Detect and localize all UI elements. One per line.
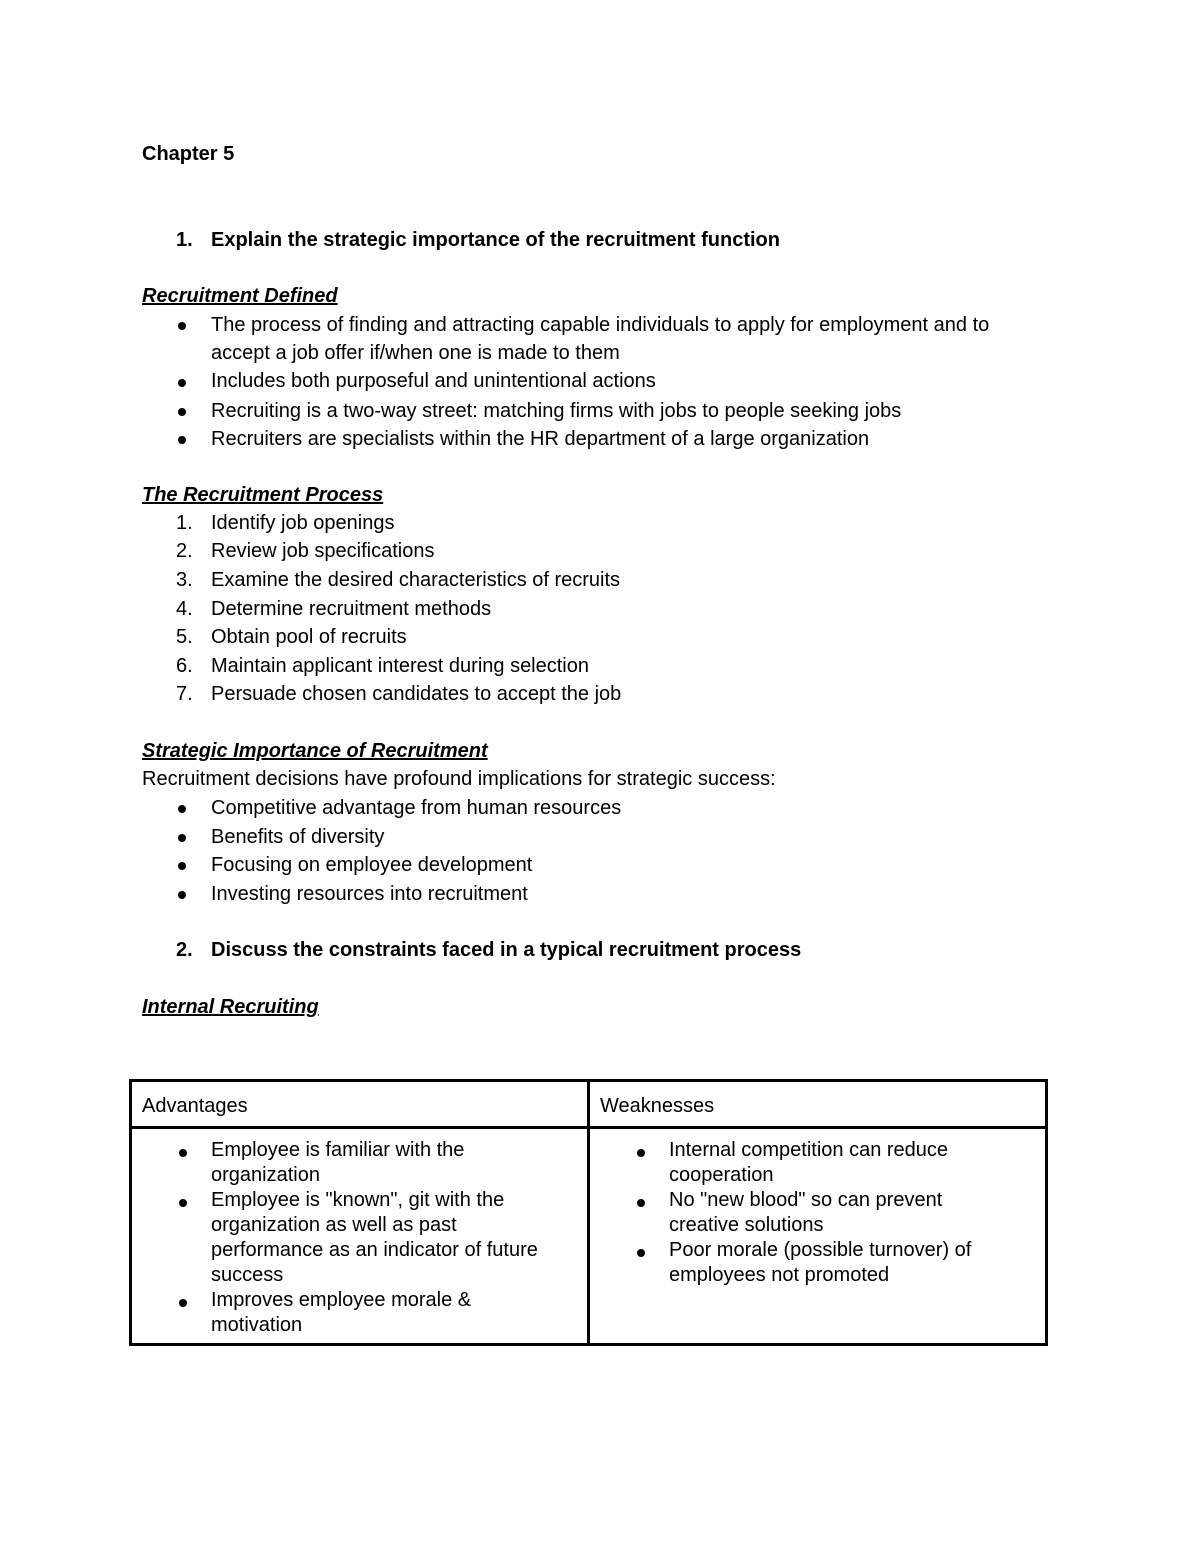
question-1-text: Explain the strategic importance of the recruitment function — [211, 229, 780, 251]
question-2-text: Discuss the constraints faced in a typical recruitment process — [211, 939, 802, 961]
process-step-text: Identify job openings — [211, 512, 395, 534]
weaknesses-header: Weaknesses — [600, 1095, 715, 1117]
bullet-icon — [637, 1249, 645, 1257]
recruitment-defined-bullet-1-line-2: accept a job offer if/when one is made to them — [211, 342, 620, 364]
advantage-line: organization as well as past — [211, 1214, 457, 1236]
recruitment-defined-bullet-1-line-1: The process of finding and attracting capable individuals to apply for employment and to — [211, 314, 990, 336]
strategic-intro: Recruitment decisions have profound implications for strategic success: — [142, 768, 776, 790]
process-step-number: 7. — [176, 683, 193, 705]
strategic-bullet-4: Investing resources into recruitment — [211, 883, 528, 905]
bullet-icon — [178, 834, 186, 842]
bullet-icon — [637, 1199, 645, 1207]
strategic-bullet-1: Competitive advantage from human resources — [211, 797, 622, 819]
weakness-line: employees not promoted — [669, 1264, 890, 1286]
question-1-number: 1. — [176, 229, 193, 251]
weakness-line: cooperation — [669, 1164, 774, 1186]
process-step-number: 6. — [176, 655, 193, 677]
weakness-line: Internal competition can reduce — [669, 1139, 949, 1161]
process-step-text: Examine the desired characteristics of recruits — [211, 569, 621, 591]
process-step-text: Maintain applicant interest during selection — [211, 655, 589, 677]
process-step-text: Determine recruitment methods — [211, 598, 492, 620]
weakness-line: creative solutions — [669, 1214, 824, 1236]
bullet-icon — [179, 1299, 187, 1307]
bullet-icon — [178, 379, 186, 387]
bullet-icon — [179, 1149, 187, 1157]
process-step-number: 3. — [176, 569, 193, 591]
bullet-icon — [178, 322, 186, 330]
recruitment-defined-bullet-2: Includes both purposeful and unintentional actions — [211, 370, 656, 392]
weaknesses-header-cell — [589, 1081, 1047, 1128]
advantages-header: Advantages — [142, 1095, 248, 1117]
strategic-importance-heading: Strategic Importance of Recruitment — [142, 740, 488, 762]
advantage-line: organization — [211, 1164, 320, 1186]
advantage-line: success — [211, 1264, 284, 1286]
advantage-line: Employee is familiar with the — [211, 1139, 465, 1161]
advantage-line: performance as an indicator of future — [211, 1239, 538, 1261]
strategic-bullet-2: Benefits of diversity — [211, 826, 385, 848]
advantage-line: Employee is "known", git with the — [211, 1189, 505, 1211]
chapter-title: Chapter 5 — [142, 143, 235, 165]
process-step-number: 5. — [176, 626, 193, 648]
question-2-number: 2. — [176, 939, 193, 961]
process-step-text: Persuade chosen candidates to accept the job — [211, 683, 622, 705]
bullet-icon — [178, 891, 186, 899]
process-step-number: 1. — [176, 512, 193, 534]
recruitment-defined-bullet-4: Recruiters are specialists within the HR department of a large organization — [211, 428, 870, 450]
recruitment-defined-bullet-3: Recruiting is a two-way street: matching firms with jobs to people seeking jobs — [211, 400, 902, 422]
recruitment-defined-heading: Recruitment Defined — [142, 285, 338, 307]
bullet-icon — [179, 1199, 187, 1207]
advantage-line: Improves employee morale & — [211, 1289, 472, 1311]
bullet-icon — [637, 1149, 645, 1157]
advantages-cell — [131, 1128, 589, 1345]
bullet-icon — [178, 862, 186, 870]
weakness-line: Poor morale (possible turnover) of — [669, 1239, 972, 1261]
advantages-header-cell — [131, 1081, 589, 1128]
process-step-text: Review job specifications — [211, 540, 435, 562]
bullet-icon — [178, 436, 186, 444]
recruitment-process-heading: The Recruitment Process — [142, 484, 384, 506]
bullet-icon — [178, 805, 186, 813]
internal-recruiting-table — [129, 1079, 1048, 1346]
process-step-text: Obtain pool of recruits — [211, 626, 407, 648]
process-step-number: 2. — [176, 540, 193, 562]
strategic-bullet-3: Focusing on employee development — [211, 854, 533, 876]
internal-recruiting-heading: Internal Recruiting — [142, 996, 319, 1018]
advantage-line: motivation — [211, 1314, 303, 1336]
process-step-number: 4. — [176, 598, 193, 620]
bullet-icon — [178, 408, 186, 416]
weaknesses-cell — [589, 1128, 1047, 1345]
weakness-line: No "new blood" so can prevent — [669, 1189, 943, 1211]
